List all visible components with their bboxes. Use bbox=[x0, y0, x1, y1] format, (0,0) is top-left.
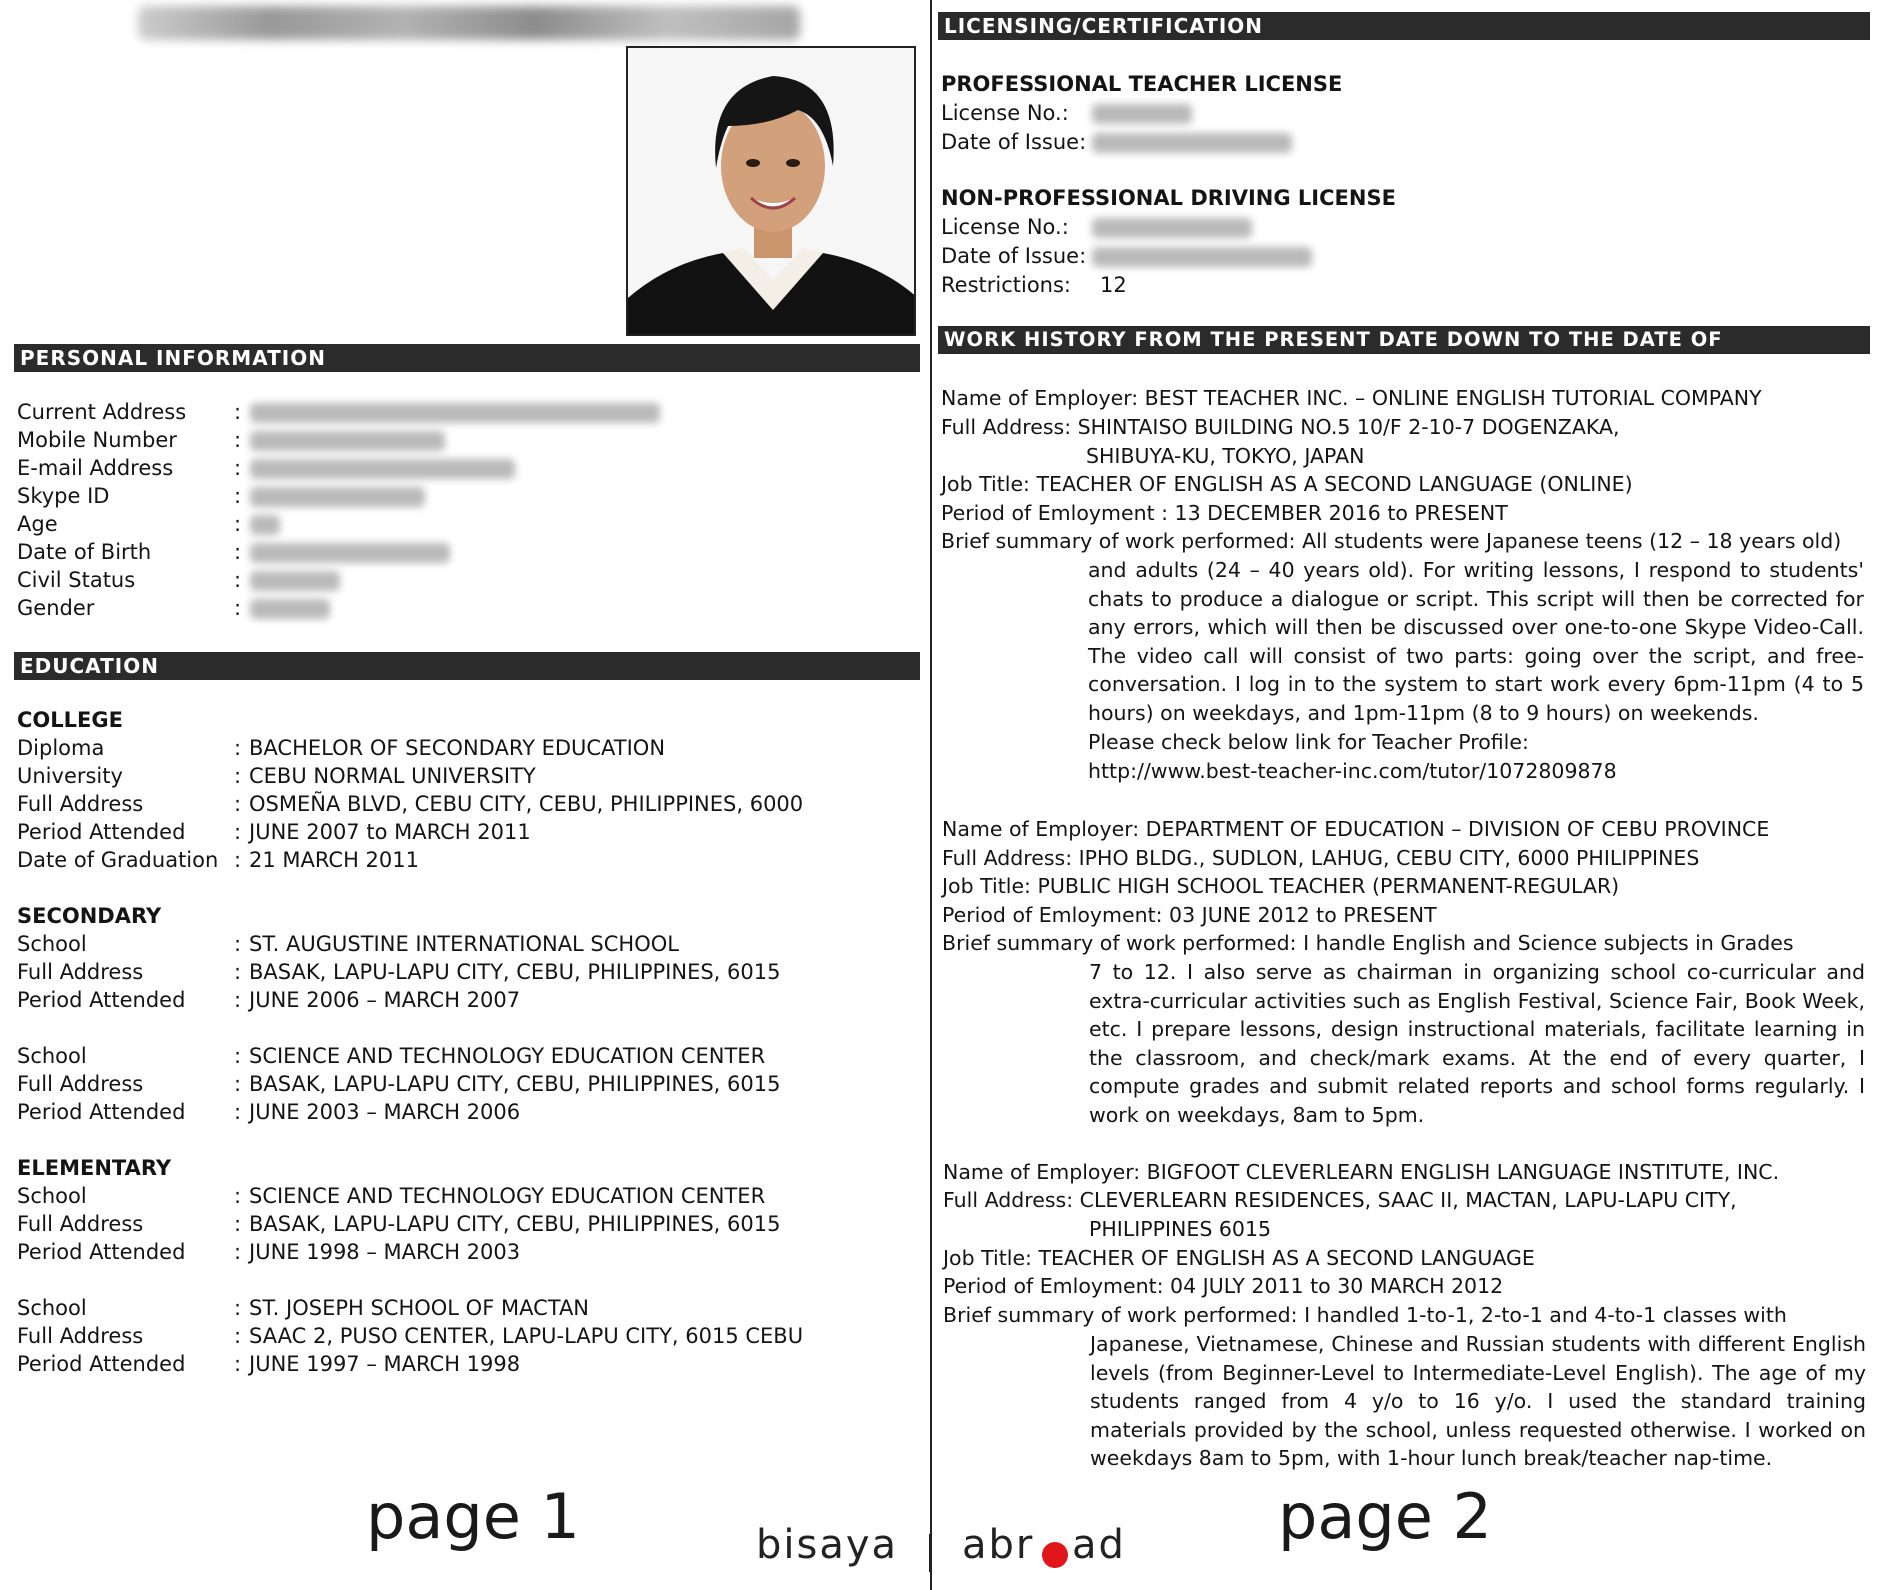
work-summary-first-line: Brief summary of work performed: I handle English and Science subjects in Grades bbox=[942, 931, 1794, 955]
full-address-value: BASAK, LAPU-LAPU CITY, CEBU, PHILIPPINES, 6015 bbox=[249, 1212, 781, 1236]
colon: : bbox=[234, 1240, 242, 1264]
colon: : bbox=[234, 988, 242, 1012]
redacted-value bbox=[250, 431, 445, 451]
colon: : bbox=[234, 1044, 242, 1068]
colon: : bbox=[234, 540, 242, 564]
redacted-value bbox=[250, 543, 450, 563]
colon: : bbox=[234, 1296, 242, 1320]
gender-label: Gender bbox=[17, 596, 95, 620]
colon: : bbox=[234, 848, 242, 872]
employment-period: Period of Emloyment: 04 JULY 2011 to 30 MARCH 2012 bbox=[943, 1274, 1504, 1298]
brand-divider bbox=[929, 1534, 932, 1572]
full-address-label: Full Address bbox=[17, 1212, 144, 1236]
school-label: School bbox=[17, 1044, 87, 1068]
licensing-header: LICENSING/CERTIFICATION bbox=[938, 12, 1870, 40]
colon: : bbox=[234, 1324, 242, 1348]
resume-page-2 bbox=[932, 0, 1878, 1590]
full-address-label: Full Address bbox=[17, 1072, 144, 1096]
teacher-profile-note: Please check below link for Teacher Profile: bbox=[1088, 730, 1529, 754]
work-summary-text: 7 to 12. I also serve as chairman in organizing school co-curricular and extra-curricular activities such as English Festival, Science Fair, Book Week, etc. I prepare lessons, design instructional materials, facilitate learning in the classroom, and check/mark exams. At the end of every quarter, I compute grades and submit related reports and school forms regularly. I work on weekdays, 8am to 5pm. bbox=[1089, 960, 1865, 1127]
redacted-value bbox=[250, 403, 660, 423]
work-summary-first-line: Brief summary of work performed: All students were Japanese teens (12 – 18 years old) bbox=[941, 529, 1842, 553]
school-value: SCIENCE AND TECHNOLOGY EDUCATION CENTER bbox=[249, 1184, 766, 1208]
colon: : bbox=[234, 596, 242, 620]
restrictions-value: 12 bbox=[1100, 273, 1127, 297]
employer-name: Name of Employer: DEPARTMENT OF EDUCATION – DIVISION OF CEBU PROVINCE bbox=[942, 817, 1770, 841]
redacted-value bbox=[1092, 104, 1192, 124]
period-attended-value: JUNE 1997 – MARCH 1998 bbox=[249, 1352, 521, 1376]
date-of-issue-label: Date of Issue: bbox=[941, 130, 1087, 154]
driving-license-title: NON-PROFESSIONAL DRIVING LICENSE bbox=[941, 186, 1396, 210]
email-address-label: E-mail Address bbox=[17, 456, 174, 480]
redacted-value bbox=[1092, 218, 1252, 238]
colon: : bbox=[234, 792, 242, 816]
brand-red-dot bbox=[1042, 1542, 1068, 1568]
redacted-value bbox=[1092, 247, 1312, 267]
mobile-number-label: Mobile Number bbox=[17, 428, 177, 452]
date-of-birth-label: Date of Birth bbox=[17, 540, 152, 564]
redacted-value bbox=[1092, 133, 1292, 153]
period-attended-label: Period Attended bbox=[17, 1100, 186, 1124]
education-header: EDUCATION bbox=[14, 652, 920, 680]
colon: : bbox=[234, 456, 242, 480]
redacted-value bbox=[250, 599, 330, 619]
colon: : bbox=[234, 512, 242, 536]
restrictions-label: Restrictions: bbox=[941, 273, 1071, 297]
redacted-value bbox=[250, 487, 425, 507]
diploma-value: BACHELOR OF SECONDARY EDUCATION bbox=[249, 736, 666, 760]
job-title: Job Title: TEACHER OF ENGLISH AS A SECOND LANGUAGE bbox=[943, 1246, 1535, 1270]
colon: : bbox=[234, 400, 242, 424]
school-value: ST. AUGUSTINE INTERNATIONAL SCHOOL bbox=[249, 932, 679, 956]
redacted-value bbox=[250, 459, 515, 479]
profile-photo bbox=[626, 46, 916, 336]
colon: : bbox=[234, 1352, 242, 1376]
age-label: Age bbox=[17, 512, 58, 536]
work-summary-text: and adults (24 – 40 years old). For writing lessons, I respond to students' chats to produce a dialogue or script. This script will then be corrected for any errors, which will then be discussed over one-to-one Skype Video-Call. The video call will consist of two parts: going over the script, and free-conversation. I log in to the system to start work every 6pm-11pm (4 to 5 hours) on weekdays, and 1pm-11pm (8 to 9 hours) on weekends. bbox=[1088, 558, 1864, 725]
period-attended-value: JUNE 2003 – MARCH 2006 bbox=[249, 1100, 521, 1124]
period-attended-value: JUNE 1998 – MARCH 2003 bbox=[249, 1240, 521, 1264]
employer-name: Name of Employer: BEST TEACHER INC. – ONLINE ENGLISH TUTORIAL COMPANY bbox=[941, 386, 1762, 410]
colon: : bbox=[234, 764, 242, 788]
license-no-label: License No.: bbox=[941, 101, 1069, 125]
full-address-value: BASAK, LAPU-LAPU CITY, CEBU, PHILIPPINES, 6015 bbox=[249, 960, 781, 984]
school-label: School bbox=[17, 1296, 87, 1320]
personal-info-header: PERSONAL INFORMATION bbox=[14, 344, 920, 372]
colon: : bbox=[234, 932, 242, 956]
license-no-label: License No.: bbox=[941, 215, 1069, 239]
period-attended-label: Period Attended bbox=[17, 1352, 186, 1376]
redacted-value bbox=[250, 515, 280, 535]
employment-period: Period of Emloyment: 03 JUNE 2012 to PRESENT bbox=[942, 903, 1437, 927]
employer-address-cont: PHILIPPINES 6015 bbox=[1089, 1217, 1272, 1241]
brand-bisaya: bisaya bbox=[756, 1522, 899, 1568]
school-label: School bbox=[17, 1184, 87, 1208]
page-1-label: page 1 bbox=[366, 1480, 581, 1553]
period-attended-label: Period Attended bbox=[17, 1240, 186, 1264]
redacted-name-banner bbox=[138, 6, 800, 40]
full-address-label: Full Address bbox=[17, 960, 144, 984]
full-address-value: OSMEÑA BLVD, CEBU CITY, CEBU, PHILIPPINES, 6000 bbox=[249, 792, 804, 816]
full-address-value: SAAC 2, PUSO CENTER, LAPU-LAPU CITY, 6015 CEBU bbox=[249, 1324, 804, 1348]
colon: : bbox=[234, 820, 242, 844]
period-attended-label: Period Attended bbox=[17, 820, 186, 844]
brand-abroad-part-2: ad bbox=[1072, 1522, 1126, 1568]
teacher-license-title: PROFESSIONAL TEACHER LICENSE bbox=[941, 72, 1343, 96]
date-of-graduation-label: Date of Graduation bbox=[17, 848, 219, 872]
full-address-label: Full Address bbox=[17, 1324, 144, 1348]
work-summary-first-line: Brief summary of work performed: I handled 1-to-1, 2-to-1 and 4-to-1 classes with bbox=[943, 1303, 1787, 1327]
colon: : bbox=[234, 736, 242, 760]
teacher-profile-link[interactable]: http://www.best-teacher-inc.com/tutor/1072809878 bbox=[1088, 759, 1617, 783]
colon: : bbox=[234, 1212, 242, 1236]
redacted-value bbox=[250, 571, 340, 591]
work-summary-text: Japanese, Vietnamese, Chinese and Russian students with different English levels (from Beginner-Level to Intermediate-Level English). The age of my students ranged from 4 y/o to 16 y/o. I used the standard training materials provided by the school, unless requested otherwise. I worked on weekdays 8am to 5pm, with 1-hour lunch break/teacher nap-time. bbox=[1090, 1332, 1866, 1471]
colon: : bbox=[234, 1100, 242, 1124]
employer-address-cont: SHIBUYA-KU, TOKYO, JAPAN bbox=[1086, 444, 1365, 468]
resume-page-1 bbox=[0, 0, 932, 1590]
colon: : bbox=[234, 1072, 242, 1096]
college-heading: COLLEGE bbox=[17, 708, 123, 732]
employer-address: Full Address: IPHO BLDG., SUDLON, LAHUG, CEBU CITY, 6000 PHILIPPINES bbox=[942, 846, 1700, 870]
elementary-heading: ELEMENTARY bbox=[17, 1156, 172, 1180]
current-address-label: Current Address bbox=[17, 400, 187, 424]
university-label: University bbox=[17, 764, 123, 788]
diploma-label: Diploma bbox=[17, 736, 105, 760]
job-title: Job Title: TEACHER OF ENGLISH AS A SECOND LANGUAGE (ONLINE) bbox=[941, 472, 1633, 496]
full-address-label: Full Address bbox=[17, 792, 144, 816]
university-value: CEBU NORMAL UNIVERSITY bbox=[249, 764, 536, 788]
colon: : bbox=[234, 428, 242, 452]
work-history-header: WORK HISTORY FROM THE PRESENT DATE DOWN TO THE DATE OF GRADUATION bbox=[938, 326, 1870, 354]
skype-id-label: Skype ID bbox=[17, 484, 110, 508]
employer-name: Name of Employer: BIGFOOT CLEVERLEARN ENGLISH LANGUAGE INSTITUTE, INC. bbox=[943, 1160, 1780, 1184]
colon: : bbox=[234, 960, 242, 984]
secondary-heading: SECONDARY bbox=[17, 904, 162, 928]
date-of-graduation-value: 21 MARCH 2011 bbox=[249, 848, 419, 872]
employer-address: Full Address: SHINTAISO BUILDING NO.5 10/F 2-10-7 DOGENZAKA, bbox=[941, 415, 1620, 439]
full-address-value: BASAK, LAPU-LAPU CITY, CEBU, PHILIPPINES, 6015 bbox=[249, 1072, 781, 1096]
school-label: School bbox=[17, 932, 87, 956]
period-attended-value: JUNE 2007 to MARCH 2011 bbox=[249, 820, 531, 844]
period-attended-label: Period Attended bbox=[17, 988, 186, 1012]
job-title: Job Title: PUBLIC HIGH SCHOOL TEACHER (PERMANENT-REGULAR) bbox=[942, 874, 1620, 898]
colon: : bbox=[234, 1184, 242, 1208]
profile-photo-image bbox=[628, 48, 916, 336]
school-value: ST. JOSEPH SCHOOL OF MACTAN bbox=[249, 1296, 590, 1320]
school-value: SCIENCE AND TECHNOLOGY EDUCATION CENTER bbox=[249, 1044, 766, 1068]
period-attended-value: JUNE 2006 – MARCH 2007 bbox=[249, 988, 521, 1012]
civil-status-label: Civil Status bbox=[17, 568, 136, 592]
colon: : bbox=[234, 568, 242, 592]
date-of-issue-label: Date of Issue: bbox=[941, 244, 1087, 268]
page-2-label: page 2 bbox=[1278, 1480, 1493, 1553]
brand-abroad-part-1: abr bbox=[962, 1522, 1035, 1568]
employer-address: Full Address: CLEVERLEARN RESIDENCES, SAAC II, MACTAN, LAPU-LAPU CITY, bbox=[943, 1188, 1737, 1212]
employment-period: Period of Emloyment : 13 DECEMBER 2016 to PRESENT bbox=[941, 501, 1508, 525]
colon: : bbox=[234, 484, 242, 508]
